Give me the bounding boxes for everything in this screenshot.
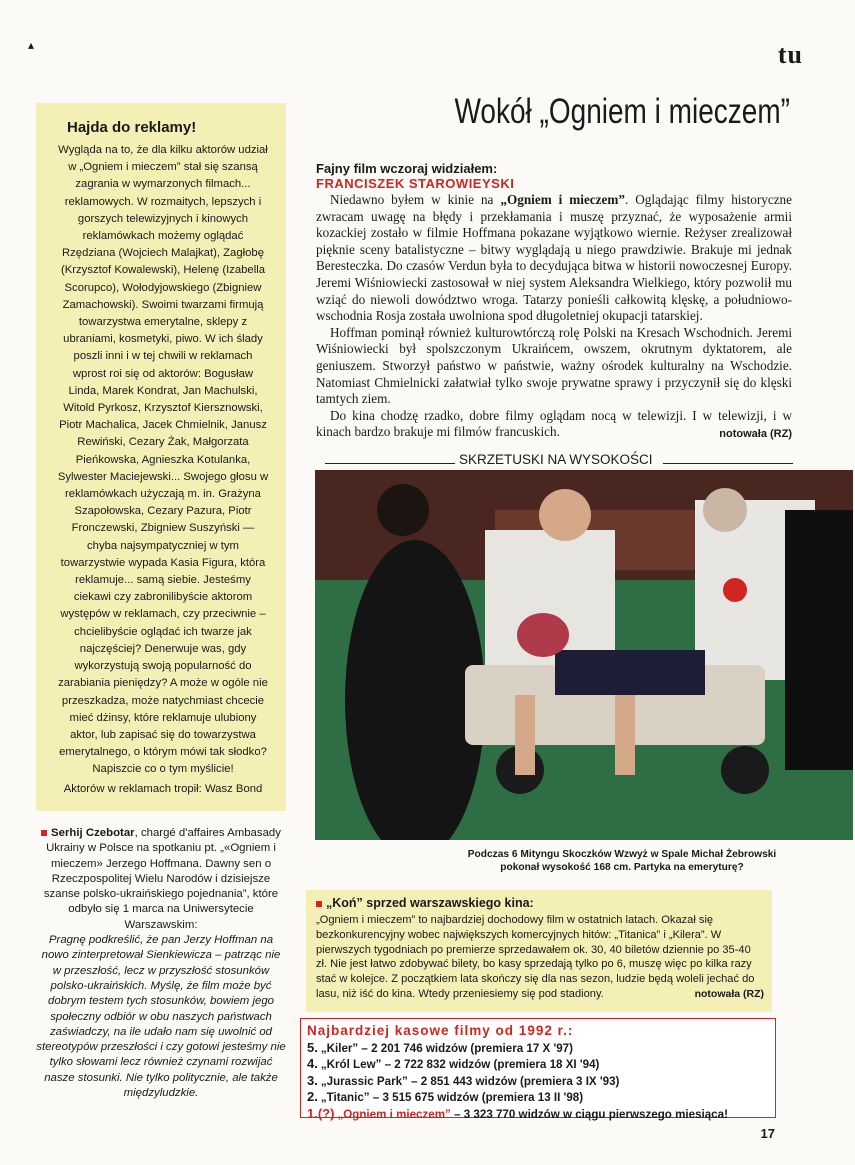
list-item — [307, 1040, 769, 1056]
heading-rule-right — [663, 463, 793, 464]
top-film-title: „Ogniem i mieczem” — [337, 1107, 451, 1121]
film-title-bold: „Ogniem i mieczem” — [500, 192, 625, 207]
list-item-text: „Titanic” – 3 515 675 widzów (premiera 13 II '98) — [320, 1091, 584, 1105]
article-signature: notowała (RZ) — [719, 428, 792, 441]
box-office-list — [300, 1018, 776, 1121]
kon-box — [306, 890, 772, 1012]
list-item-top — [307, 1106, 769, 1122]
kon-signature: notowała (RZ) — [694, 987, 764, 1000]
sidebar-signature: Aktorów w reklamach tropił: Wasz Bond — [63, 782, 263, 795]
sidebar-body: Wygląda na to, że dla kilku aktorów udział w „Ogniem i mieczem” stał się szansą zagrania w wymarzonych filmach... reklamowych. W rozmaitych, lepszych i gorszych telewizyjnych i kinowych reklamówkach możemy oglądać Rzędziana (Wojciech Malajkat), Zagłobę (Krzysztof Kowalewski), Helenę (Izabella Scorupco), Wołodyjowskiego (Zbigniew Zamachowski). Swoimi twarzami firmują towarzystwa emerytalne, sklepy z ubraniami, kosmetyki, piwo. W ich ślady poszli inni i w tej chwili w reklamach wprost roi się od aktorów: Bogusław Linda, Marek Kondrat, Jan Machulski, Witold Pyrkosz, Krzysztof Kiersznowski, Piotr Machalica, Jacek Chmielnik, Janusz Rewiński, Cezary Żak, Małgorzata Pieńkowska, Agnieszka Kotulanka, Sylwester Maciejewski... Swojego głosu w reklamówkach użyczają m. in. Grażyna Szapołowska, Cezary Pazura, Piotr Fronczewski, Zbigniew Suszyński — chyba najsympatyczniej w tym towarzystwie wypada Kasia Figura, która reklamuje... samą siebie. Jesteśmy ciekawi czy zabronilibyście aktorom występów w reklamach, czy przeciwnie – chcielibyście oglądać ich twarze jak najczęściej? Denerwuje was, gdy wykorzystują swoją popularność do zarabiania pieniędzy? A może w ogóle nie przeszkadza, może natychmiast chcecie mieć dżinsy, które reklamuje ulubiony aktor, lub zapisać się do towarzystwa emerytalnego, o którym mówi tak słodko? Napiszcie co o tym myślicie! — [57, 144, 269, 776]
rank: 2. — [307, 1089, 318, 1105]
list-item-text: „Jurassic Park” – 2 851 443 widzów (premiera 3 IX '93) — [320, 1074, 620, 1088]
corner-marker: ▴ — [28, 38, 35, 52]
rank: 1.(?) — [307, 1105, 335, 1121]
list-item — [307, 1056, 769, 1072]
bullet-square-icon — [41, 830, 47, 836]
intro-label: Fajny film wczoraj widziałem: — [316, 161, 498, 176]
photo-heading-text: SKRZETUSKI NA WYSOKOŚCI — [459, 452, 653, 467]
sidebar-title: Hajda do reklamy! — [67, 119, 197, 136]
lead-name: Serhij Czebotar — [51, 827, 135, 839]
left-lead — [36, 826, 286, 933]
article-paragraph: Hoffman pominął również kulturowtórczą rolę Polski na Kresach Wschodnich. Jeremi Wiśniowiecki był spolszczonym Ukraińcem, owszem, okrutnym dyktatorem, ale geniuszem. Stworzył państwo w państwie, ważny ośrodek kulturalny na Wschodzie. Natomiast Chmielnicki załatwiał tylko swoje prywatne sprawy i przyczynił się do klęski tamtych ziem. — [316, 324, 792, 407]
list-item — [307, 1073, 769, 1089]
photo-heading — [325, 452, 793, 470]
kon-body — [316, 913, 764, 1002]
article-text: . Oglądając filmy historyczne zwracam uwagę na błędy i przekłamania i muszę przyznać, że wyposażenie armii kozackiej zostało w filmie Hoffmana pokazane wyjątkowo wiernie. Reżyser zrealizował pięknie sceny batalistyczne – bitwy wyglądają u niego prawdziwie. Brakuje mi jednak Beresteczka. Do czasów Verdun była to decydująca bitwa w historii nowoczesnej Europy. Jeremi Wiśniowiecki zastosował w niej system Aleksandra Wielkiego, który pozwolił mu wziąć do niewoli dowództwo wroga. Tatarzy ponieśli całkowitą klęskę, a południowo-wschodnia Rosja została uwolniona spod długoletniej okupacji tatarskiej. — [316, 192, 792, 324]
list-item — [307, 1089, 769, 1105]
kon-title: „Koń” sprzed warszawskiego kina: — [326, 896, 534, 910]
event-photo — [315, 470, 853, 840]
left-quote: Pragnę podkreślić, że pan Jerzy Hoffman na nowo zinterpretował Sienkiewicza – patrząc nie w przeszłość, lecz w przyszłość stosunków polsko-ukraińskich. Myślę, że film może być dobrym testem tych stosunków, bowiem jego społeczny odbiór w obu naszych państwach zaświadczy, na ile udało nam się uwolnić od stereotypów przeszłości i czy gotowi jesteśmy nie tylko słowami lecz również czynami rozwijać nasze stosunki. Nie tylko politycznie, ale także międzyludzkie. — [36, 934, 286, 1100]
bullet-square-icon — [316, 901, 322, 907]
left-article — [36, 826, 286, 1101]
main-article — [316, 192, 792, 443]
kon-title-wrap — [316, 896, 764, 910]
box-office-title: Najbardziej kasowe filmy od 1992 r.: — [307, 1023, 574, 1038]
article-paragraph — [316, 192, 792, 325]
page-title: Wokół „Ogniem i mieczem” — [454, 92, 790, 131]
article-text: Do kina chodzę rzadko, dobre filmy oglądam nocą w telewizji. I w telewizji, i w kinach bardzo brakuje mi filmów francuskich. — [316, 407, 792, 440]
photo-illustration — [315, 470, 853, 840]
article-paragraph — [316, 408, 792, 441]
page-number: 17 — [760, 1126, 775, 1141]
intro-author: FRANCISZEK STAROWIEYSKI — [316, 176, 515, 191]
list-item-text: „Król Lew” – 2 722 832 widzów (premiera 18 XI '94) — [320, 1058, 600, 1072]
list-item-text: „Kiler” – 2 201 746 widzów (premiera 17 X '97) — [320, 1042, 573, 1055]
photo-caption: Podczas 6 Mityngu Skoczków Wzwyż w Spale Michał Żebrowski pokonał wysokość 168 cm. Partyka na emeryturę? — [467, 849, 777, 873]
lead-text: , chargé d'affaires Ambasady Ukrainy w Polsce na spotkaniu pt. „«Ogniem i mieczem» Jerzego Hoffmana. Dawny sen o Rzeczpospolitej Wielu Narodów i dzisiejsze szanse polsko-ukraińskiego pojednania”, które odbyło się 1 marca na Uniwersytecie Warszawskim: — [43, 827, 281, 931]
rank: 3. — [307, 1072, 318, 1088]
kon-text: „Ogniem i mieczem” to najbardziej dochodowy film w ostatnich latach. Okazał się bezkonkurencyjny wobec największych komercyjnych hitów: „Titanica” i „Kilera”. W pierwszych tygodniach po premierze sprzedawałem ok. 30, 40 biletów dziennie po 35-40 zł. Nie jest łatwo zdobywać bilety, bo kasy sprzedają tylko po 6, muszę więc po kilka razy stać w kolejce. Z początkiem lata skończy się dla nas sezon, ludzie będą woleli jechać do lasu, niż iść do kina. Wtedy przeniesiemy się pod stadiony. — [316, 914, 755, 1000]
list-item-text: – 3 323 770 widzów w ciągu pierwszego miesiąca! — [450, 1107, 728, 1121]
rank: 4. — [307, 1056, 318, 1072]
section-tag: tu — [777, 40, 803, 69]
article-text: Niedawno byłem w kinie na — [330, 192, 501, 207]
rank: 5. — [307, 1040, 318, 1055]
sidebar-box — [36, 103, 286, 811]
heading-rule-left — [325, 463, 455, 464]
